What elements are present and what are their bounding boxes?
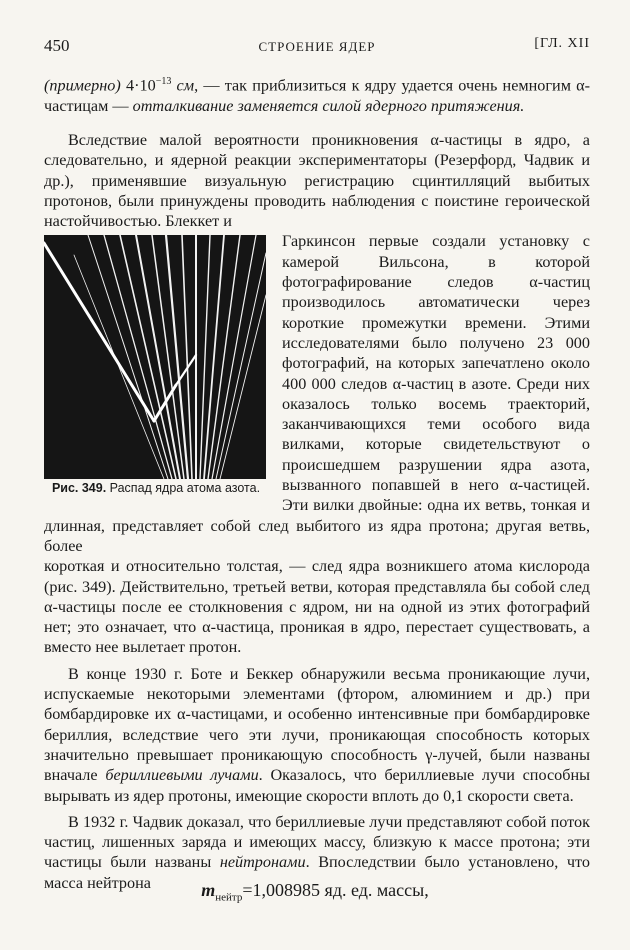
formula-symbol: m <box>201 880 216 900</box>
paragraph-2 <box>44 130 590 231</box>
figure-caption <box>44 481 268 496</box>
formula-rest: =1,008985 яд. ед. массы, <box>242 880 429 900</box>
p1-exponent: −13 <box>155 76 172 87</box>
p1-f: отталкивание заменяется силой ядерного притяжения. <box>132 96 525 115</box>
p2-lead: Вследствие малой вероятности проникновения α-частицы в ядро, а следовательно, и ядерной реакции экспериментаторы (Резерфорд, Чадвик и др.), применявшие визуальную регистрацию сцинтилляций выбитых протонов, были принуждены проводить наблюдения с поистине героической настойчивостью. Блеккет и <box>44 131 590 231</box>
paragraph-3 <box>44 664 590 806</box>
paragraph-2-tail <box>44 556 590 657</box>
figure-caption-text: Распад ядра атома азота. <box>109 481 261 496</box>
chapter-label: [ГЛ. XII <box>534 36 590 51</box>
p4-a: В 1932 г. Чадвик доказал, что бериллиевые лучи представляют собой поток частиц, лишенных заряда и имеющих массу, близкую к массе протона; эти частицы были названы <box>44 812 590 872</box>
main-text-block <box>44 130 590 893</box>
p2-wrap: Гаркинсон первые создали установку с камерой Вильсона, в которой фотографирование следов α-частиц производилось автоматически через короткие промежутки времени. Этими исследователями было получено 23 000 фотографий, на которых запечатлено около 400 000 следов α-частиц в азоте. Среди них оказалось только восемь траекторий, заканчивающихся теми особого вида вилками, которые свидетельствуют о происшедшем разрушении ядра азота, вызванного попавшей в него α-частицей. Эти вилки двойные: одна их ветвь, тонкая и длинная, представляет собой след выбитого из ядра протона; другая ветвь, более <box>44 232 590 555</box>
p1-unit: см <box>171 76 195 95</box>
formula-subscript: нейтр <box>215 891 243 904</box>
p1-e: , — так приблизиться к ядру удается очень немногим α-частицам — <box>44 76 591 115</box>
running-title: СТРОЕНИЕ ЯДЕР <box>258 39 376 54</box>
p3-b: бериллиевыми лучами <box>105 766 259 785</box>
paragraph-1 <box>44 72 590 116</box>
page-number: 450 <box>44 36 70 55</box>
figure-label: Рис. 349. <box>51 481 107 496</box>
neutron-mass-formula <box>0 880 630 904</box>
p4-c: . Впоследствии было установлено, что масса нейтрона <box>44 853 590 892</box>
figure-349 <box>44 235 268 496</box>
p3-a: В конце 1930 г. Боте и Беккер обнаружили весьма проникающие лучи, испускаемые некоторыми элементами (фтором, алюминием и др.) при бомбардировке их α-частицами, и особенно интенсивные при бомбардировке бериллия, вследствие чего эти лучи, проникающая способность которых значительно превышает проникающую способность γ-лучей, были названы вначале <box>44 664 590 785</box>
p2-tail: короткая и относительно толстая, — след ядра возникшего атома кислорода (рис. 349). Действительно, третьей ветви, которая представляла бы собой след α-частицы после ее столкновения с ядром, ни на одной из этих фотографий нет; это означает, что α-частица, проникая в ядро, перестает существовать, а вместо нее вылетает протон. <box>44 557 590 657</box>
running-header <box>44 36 590 58</box>
p4-b: нейтронами <box>219 853 306 872</box>
p1-b: 4·10 <box>120 76 156 95</box>
p1-a: (примерно) <box>44 76 121 95</box>
p3-c: . Оказалось, что бериллиевые лучи способны вырывать из ядер протоны, имеющие скорости вплоть до 0,1 скорости света. <box>44 766 591 805</box>
cloud-chamber-photo <box>44 235 266 479</box>
